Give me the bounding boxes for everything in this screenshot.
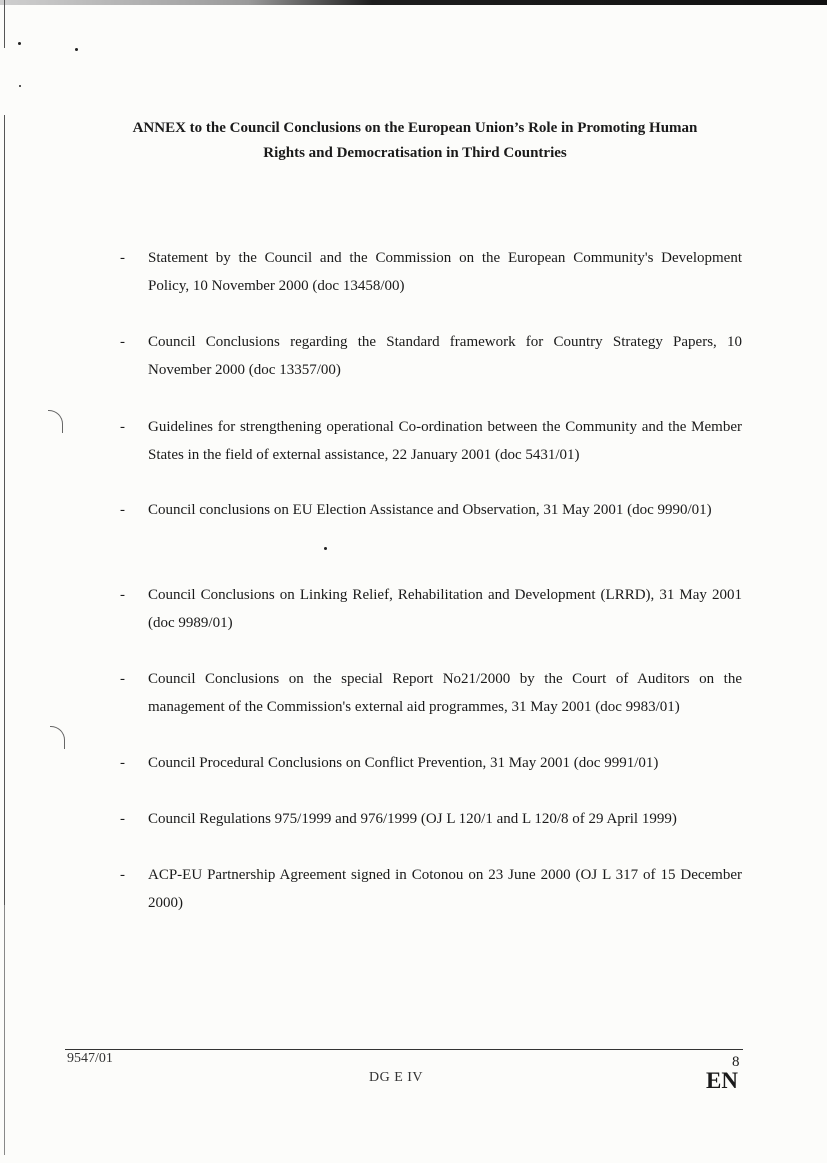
list-item-text: Council Conclusions on the special Report No21/2000 by the Court of Auditors on the management of the Commission's external aid programmes, 31 May 2001 (doc 9983/01) — [148, 671, 742, 715]
list-bullet: - — [120, 419, 125, 435]
scan-speck — [324, 547, 327, 550]
annex-title-line2: Rights and Democratisation in Third Countries — [263, 145, 567, 161]
list-item-text: Council Procedural Conclusions on Conflict Prevention, 31 May 2001 (doc 9991/01) — [148, 755, 659, 771]
annex-title-line1: ANNEX to the Council Conclusions on the European Union’s Role in Promoting Human — [132, 120, 698, 136]
list-item — [120, 581, 742, 637]
scan-speck — [75, 48, 78, 51]
list-bullet: - — [120, 250, 125, 266]
list-bullet: - — [120, 867, 125, 883]
scan-mark — [50, 726, 65, 749]
list-item — [120, 413, 742, 469]
annex-title — [60, 116, 770, 166]
list-item — [120, 244, 742, 300]
list-bullet: - — [120, 502, 125, 518]
list-item — [120, 805, 742, 833]
list-item-text: Council Regulations 975/1999 and 976/1999 (OJ L 120/1 and L 120/8 of 29 April 1999) — [148, 811, 677, 827]
footer-divider — [65, 1049, 743, 1050]
list-item — [120, 496, 742, 524]
list-item-text: Council Conclusions on Linking Relief, Rehabilitation and Development (LRRD), 31 May 2001 (doc 9989/01) — [148, 587, 742, 631]
scan-speck — [19, 85, 21, 87]
language-code: EN — [706, 1068, 738, 1093]
list-bullet: - — [120, 671, 125, 687]
department-code: DG E IV — [369, 1070, 424, 1085]
list-bullet: - — [120, 811, 125, 827]
list-item-text: Council conclusions on EU Election Assistance and Observation, 31 May 2001 (doc 9990/01) — [148, 502, 712, 518]
doc-number: 9547/01 — [67, 1051, 113, 1066]
list-bullet: - — [120, 587, 125, 603]
list-item — [120, 665, 742, 721]
scan-top-border — [0, 0, 827, 5]
page-number: 8 — [732, 1054, 740, 1070]
list-bullet: - — [120, 755, 125, 771]
list-item-text: Statement by the Council and the Commission on the European Community's Development Policy, 10 November 2000 (doc 13458/00) — [148, 250, 742, 294]
list-bullet: - — [120, 334, 125, 350]
list-item — [120, 861, 742, 917]
scan-speck — [18, 42, 21, 45]
scan-left-edge — [4, 115, 5, 915]
list-item-text: Council Conclusions regarding the Standard framework for Country Strategy Papers, 10 November 2000 (doc 13357/00) — [148, 334, 742, 378]
list-item-text: Guidelines for strengthening operational Co-ordination between the Community and the Member States in the field of external assistance, 22 January 2001 (doc 5431/01) — [148, 419, 742, 463]
scan-mark — [48, 410, 63, 433]
scan-left-edge — [4, 905, 5, 1155]
list-item-text: ACP-EU Partnership Agreement signed in Cotonou on 23 June 2000 (OJ L 317 of 15 December 2000) — [148, 867, 742, 911]
scan-left-edge — [4, 0, 5, 48]
list-item — [120, 749, 742, 777]
list-item — [120, 328, 742, 384]
